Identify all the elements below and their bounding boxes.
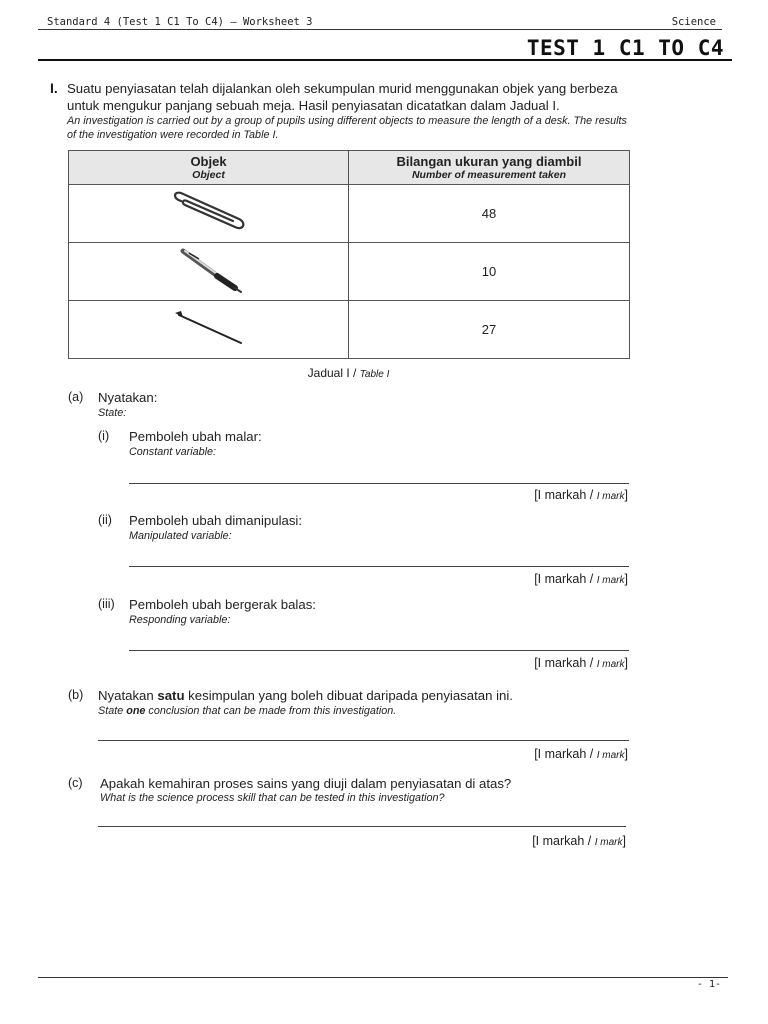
part-a-iii-malay: Pemboleh ubah bergerak balas: <box>129 597 316 612</box>
count-cell <box>349 301 630 359</box>
answer-line-a-ii[interactable] <box>129 566 629 567</box>
part-b-label: (b) <box>68 688 84 702</box>
count-value: 48 <box>481 205 497 221</box>
header-divider <box>38 29 722 30</box>
part-a-ii-english: Manipulated variable: <box>129 530 232 542</box>
caption-english: Table I <box>359 369 390 380</box>
part-a-malay: Nyatakan: <box>98 390 158 405</box>
page-number: - 1- <box>696 979 721 990</box>
mark-label: [I markah / I mark] <box>532 834 626 848</box>
page-title: TEST 1 C1 TO C4 <box>526 36 724 60</box>
caption-malay: Jadual I / <box>307 366 360 380</box>
part-a-english: State: <box>98 407 127 419</box>
mark-label: [I markah / I mark] <box>534 488 628 502</box>
footer-divider <box>38 977 728 978</box>
stick-icon <box>169 307 249 347</box>
header-count-english: Number of measurement taken <box>411 168 567 181</box>
table-caption <box>68 366 629 380</box>
answer-line-a-i[interactable] <box>129 483 629 484</box>
count-cell <box>349 185 630 243</box>
answer-line-c[interactable] <box>98 826 626 827</box>
part-a-iii-label: (iii) <box>98 597 115 611</box>
object-cell <box>69 243 349 301</box>
header-object-english: Object <box>192 168 225 181</box>
pen-icon <box>169 245 249 293</box>
paper-clip-icon <box>169 189 249 233</box>
mark-label: [I markah / I mark] <box>534 572 628 586</box>
answer-line-a-iii[interactable] <box>129 650 629 651</box>
part-a-i-label: (i) <box>98 429 110 443</box>
worksheet-header: Standard 4 (Test 1 C1 To C4) – Worksheet 3 <box>47 16 313 28</box>
count-cell <box>349 243 630 301</box>
table-row <box>69 243 630 301</box>
part-c-malay: Apakah kemahiran proses sains yang diuji dalam penyiasatan di atas? <box>100 776 512 791</box>
question-number: I. <box>50 80 58 96</box>
part-a-ii-label: (ii) <box>98 513 112 527</box>
count-value: 27 <box>481 321 497 337</box>
part-a-label: (a) <box>68 390 84 404</box>
mark-label: [I markah / I mark] <box>534 747 628 761</box>
table-header-row <box>69 151 630 185</box>
answer-line-b[interactable] <box>98 740 629 741</box>
object-cell <box>69 301 349 359</box>
part-b-english: State one conclusion that can be made from this investigation. <box>98 705 397 717</box>
title-divider <box>38 59 732 61</box>
intro-english: An investigation is carried out by a group of pupils using different objects to measure the length of a desk. The results of the investigation were recorded in Table I. <box>67 115 627 141</box>
header-count-malay: Bilangan ukuran yang diambil <box>396 153 582 169</box>
table-row <box>69 185 630 243</box>
part-a-i-malay: Pemboleh ubah malar: <box>129 429 262 444</box>
part-c-english: What is the science process skill that can be tested in this investigation? <box>100 792 445 804</box>
header-object-malay: Objek <box>190 153 227 169</box>
results-table <box>68 150 630 359</box>
part-a-ii-malay: Pemboleh ubah dimanipulasi: <box>129 513 303 528</box>
table-header-count <box>349 151 630 185</box>
table-header-object <box>69 151 349 185</box>
part-b-malay: Nyatakan satu kesimpulan yang boleh dibuat daripada penyiasatan ini. <box>98 688 513 703</box>
intro-malay: Suatu penyiasatan telah dijalankan oleh sekumpulan murid menggunakan objek yang berbeza untuk mengukur panjang sebuah meja. Hasil penyiasatan dicatatkan dalam Jadual I. <box>67 81 618 113</box>
mark-label: [I markah / I mark] <box>534 656 628 670</box>
part-a-iii-english: Responding variable: <box>129 614 231 626</box>
count-value: 10 <box>481 263 497 279</box>
part-c-label: (c) <box>68 776 83 790</box>
object-cell <box>69 185 349 243</box>
subject-label: Science <box>671 16 716 28</box>
part-a-i-english: Constant variable: <box>129 446 217 458</box>
table-row <box>69 301 630 359</box>
